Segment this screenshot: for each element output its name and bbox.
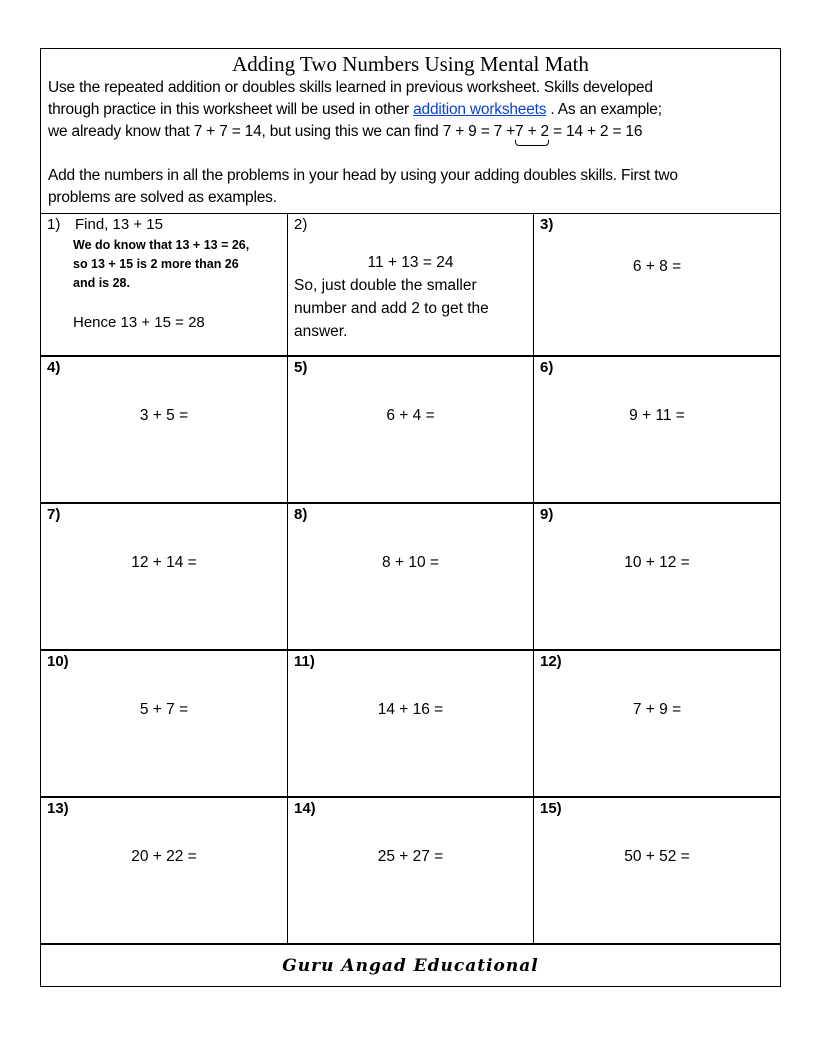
intro-line-3 (48, 121, 778, 143)
problem-text: 50 + 52 = (624, 848, 690, 865)
problem-text: 6 + 8 = (632, 258, 682, 275)
problem-row (41, 214, 780, 356)
problem-cell (41, 651, 288, 796)
problem-text: 14 + 16 = (377, 701, 444, 718)
problem-number: 8) (294, 506, 308, 523)
problem-number: 3) (540, 216, 554, 233)
intro-line-5: problems are solved as examples. (48, 189, 277, 206)
problem-number: 6) (540, 359, 554, 376)
problem-text: 6 + 4 = (386, 407, 435, 424)
problem-cell (534, 798, 780, 943)
publisher-footer: Guru Angad Educational (41, 944, 780, 987)
addition-worksheets-link[interactable]: addition worksheets (413, 101, 547, 118)
problem-number: 1) (47, 216, 61, 233)
problem-number: 15) (540, 800, 562, 817)
problem-text: 10 + 12 = (624, 554, 690, 571)
problem-number: 9) (540, 506, 554, 523)
instructions (48, 77, 778, 209)
brace-group: 7 + 2 (515, 121, 549, 143)
problem-number: 4) (47, 359, 61, 376)
intro-line-4: Add the numbers in all the problems in your head by using your adding doubles skills. First two (48, 167, 678, 184)
problem-number: 12) (540, 653, 562, 670)
explanation-line: so 13 + 15 is 2 more than 26 (73, 257, 239, 271)
problem-number: 14) (294, 800, 316, 817)
example-cell-1 (41, 214, 288, 355)
problem-text: 3 + 5 = (139, 407, 189, 424)
problem-cell (534, 214, 780, 355)
example-note: So, just double the smaller number and add 2 to get the answer. (294, 277, 489, 340)
problem-number: 13) (47, 800, 69, 817)
example-cell-2 (288, 214, 534, 355)
intro-line-3-tail: = 14 + 2 = 16 (548, 123, 643, 140)
intro-line-1: Use the repeated addition or doubles skills learned in previous worksheet. Skills developed (48, 79, 653, 96)
problem-number: 5) (294, 359, 308, 376)
problem-number: 10) (47, 653, 69, 670)
problem-text: 9 + 11 = (629, 407, 685, 424)
problem-grid (41, 213, 780, 944)
explanation-line: We do know that 13 + 13 = 26, (73, 238, 250, 252)
problem-row (41, 503, 780, 650)
problem-number: 11) (294, 653, 315, 670)
worksheet (40, 48, 781, 987)
problem-text: 5 + 7 = (139, 701, 189, 718)
problem-text: 12 + 14 = (131, 554, 197, 571)
problem-cell (288, 357, 534, 502)
problem-text: 8 + 10 = (382, 554, 439, 571)
example-answer: Hence 13 + 15 = 28 (73, 314, 205, 331)
problem-cell (534, 504, 780, 649)
intro-line-2-tail: . As an example; (546, 101, 662, 118)
problem-cell (288, 651, 534, 796)
example-equation: 11 + 13 = 24 (367, 254, 454, 271)
intro-line-2-text: through practice in this worksheet will be used in other (48, 101, 414, 118)
problem-text: 20 + 22 = (131, 848, 197, 865)
problem-row (41, 797, 780, 944)
problem-cell (41, 504, 288, 649)
problem-text: 25 + 27 = (377, 848, 444, 865)
problem-cell (288, 504, 534, 649)
problem-row (41, 650, 780, 797)
problem-cell (41, 357, 288, 502)
problem-cell (534, 357, 780, 502)
problem-text: 7 + 9 = (632, 701, 682, 718)
problem-row (41, 356, 780, 503)
problem-number: 2) (294, 216, 308, 233)
problem-cell (534, 651, 780, 796)
problem-cell (288, 798, 534, 943)
problem-number: 7) (47, 506, 61, 523)
problem-cell (41, 798, 288, 943)
example-find: Find, 13 + 15 (75, 216, 163, 233)
worksheet-title: Adding Two Numbers Using Mental Math (232, 52, 589, 76)
intro-line-3-text: we already know that 7 + 7 = 14, but using this we can find 7 + 9 = 7 + (48, 123, 516, 140)
intro-line-2 (48, 99, 778, 121)
explanation-line: and is 28. (73, 276, 130, 290)
example-explanation (73, 236, 249, 293)
